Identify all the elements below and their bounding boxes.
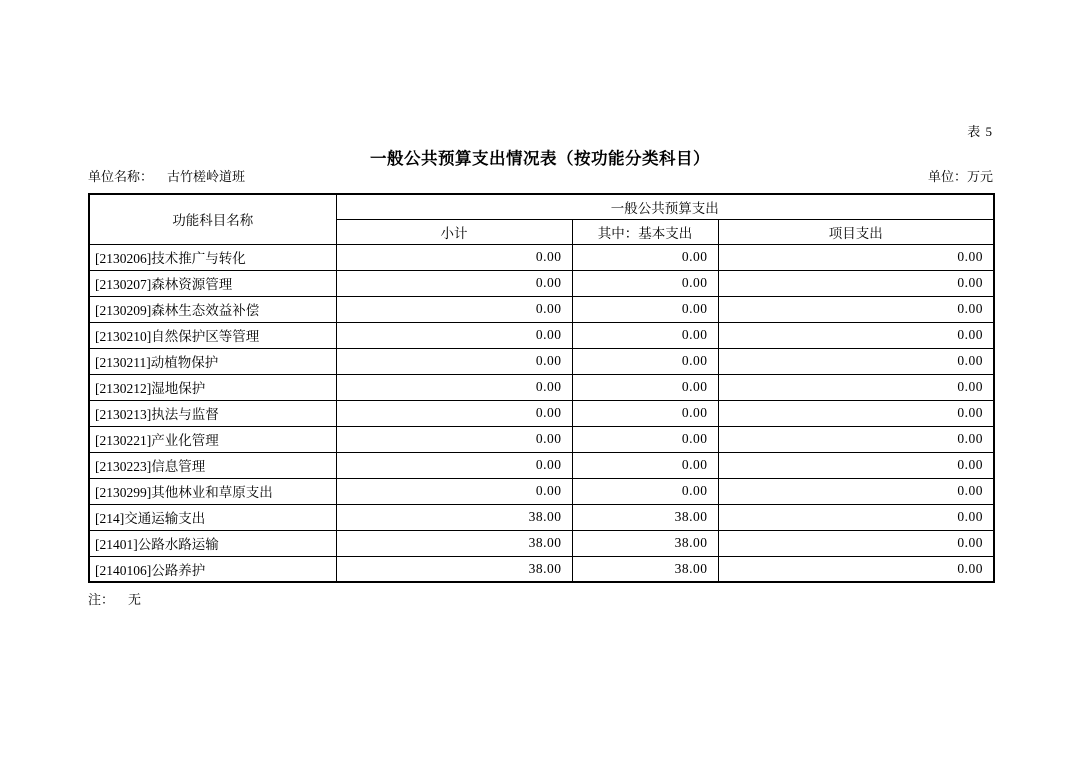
table-row [89, 426, 994, 452]
basic-expenditure-value: 0.00 [572, 426, 718, 452]
subtotal-value: 0.00 [336, 322, 572, 348]
subtotal-value: 38.00 [336, 530, 572, 556]
project-expenditure-value: 0.00 [718, 270, 994, 296]
basic-expenditure-value: 38.00 [572, 556, 718, 582]
function-subject-name: [2130221]产业化管理 [89, 426, 336, 452]
table-row [89, 348, 994, 374]
note-value: 无 [128, 592, 142, 607]
note-label: 注： [88, 592, 115, 607]
project-expenditure-value: 0.00 [718, 530, 994, 556]
table-row [89, 478, 994, 504]
table-row [89, 322, 994, 348]
project-expenditure-value: 0.00 [718, 244, 994, 270]
function-subject-name: [2140106]公路养护 [89, 556, 336, 582]
subtotal-value: 0.00 [336, 426, 572, 452]
function-subject-name: [2130210]自然保护区等管理 [89, 322, 336, 348]
subtotal-value: 0.00 [336, 270, 572, 296]
project-expenditure-value: 0.00 [718, 426, 994, 452]
column-group-header: 一般公共预算支出 [336, 194, 994, 219]
table-row [89, 452, 994, 478]
subtotal-value: 0.00 [336, 244, 572, 270]
function-subject-name: [2130213]执法与监督 [89, 400, 336, 426]
function-subject-name: [2130209]森林生态效益补偿 [89, 296, 336, 322]
table-row [89, 530, 994, 556]
function-subject-name: [2130211]动植物保护 [89, 348, 336, 374]
table-row [89, 244, 994, 270]
unit-name-label: 单位名称： [88, 169, 154, 184]
note-line [88, 589, 993, 608]
basic-expenditure-value: 0.00 [572, 348, 718, 374]
subtotal-value: 38.00 [336, 556, 572, 582]
subtotal-value: 38.00 [336, 504, 572, 530]
page-title: 一般公共预算支出情况表（按功能分类科目） [370, 150, 710, 168]
function-subject-name: [21401]公路水路运输 [89, 530, 336, 556]
basic-expenditure-value: 0.00 [572, 478, 718, 504]
project-expenditure-value: 0.00 [718, 504, 994, 530]
project-expenditure-value: 0.00 [718, 374, 994, 400]
meta-row [88, 166, 993, 185]
function-subject-name: [2130207]森林资源管理 [89, 270, 336, 296]
subtotal-value: 0.00 [336, 400, 572, 426]
function-subject-name: [2130212]湿地保护 [89, 374, 336, 400]
subtotal-value: 0.00 [336, 348, 572, 374]
subtotal-value: 0.00 [336, 452, 572, 478]
table-row [89, 556, 994, 582]
table-row [89, 374, 994, 400]
basic-expenditure-value: 0.00 [572, 270, 718, 296]
column-header-function-subject: 功能科目名称 [89, 194, 336, 244]
currency-unit-label: 单位：万元 [927, 169, 993, 184]
column-header-subtotal: 小计 [336, 219, 572, 244]
function-subject-name: [214]交通运输支出 [89, 504, 336, 530]
basic-expenditure-value: 0.00 [572, 374, 718, 400]
column-header-project-expenditure: 项目支出 [718, 219, 994, 244]
basic-expenditure-value: 38.00 [572, 504, 718, 530]
basic-expenditure-value: 0.00 [572, 322, 718, 348]
table-number-label: 表 5 [967, 124, 993, 139]
subtotal-value: 0.00 [336, 296, 572, 322]
project-expenditure-value: 0.00 [718, 296, 994, 322]
project-expenditure-value: 0.00 [718, 322, 994, 348]
table-row [89, 504, 994, 530]
basic-expenditure-value: 0.00 [572, 296, 718, 322]
unit-name-line [88, 166, 245, 185]
subtotal-value: 0.00 [336, 374, 572, 400]
basic-expenditure-value: 0.00 [572, 452, 718, 478]
function-subject-name: [2130299]其他林业和草原支出 [89, 478, 336, 504]
budget-table [88, 193, 995, 583]
unit-name-value: 古竹槎岭道班 [167, 169, 246, 184]
table-row [89, 296, 994, 322]
column-header-basic-expenditure: 其中：基本支出 [572, 219, 718, 244]
function-subject-name: [2130223]信息管理 [89, 452, 336, 478]
subtotal-value: 0.00 [336, 478, 572, 504]
function-subject-name: [2130206]技术推广与转化 [89, 244, 336, 270]
project-expenditure-value: 0.00 [718, 348, 994, 374]
basic-expenditure-value: 0.00 [572, 244, 718, 270]
project-expenditure-value: 0.00 [718, 556, 994, 582]
project-expenditure-value: 0.00 [718, 452, 994, 478]
basic-expenditure-value: 0.00 [572, 400, 718, 426]
project-expenditure-value: 0.00 [718, 478, 994, 504]
basic-expenditure-value: 38.00 [572, 530, 718, 556]
table-header-row-1 [89, 194, 994, 219]
project-expenditure-value: 0.00 [718, 400, 994, 426]
table-row [89, 270, 994, 296]
table-row [89, 400, 994, 426]
